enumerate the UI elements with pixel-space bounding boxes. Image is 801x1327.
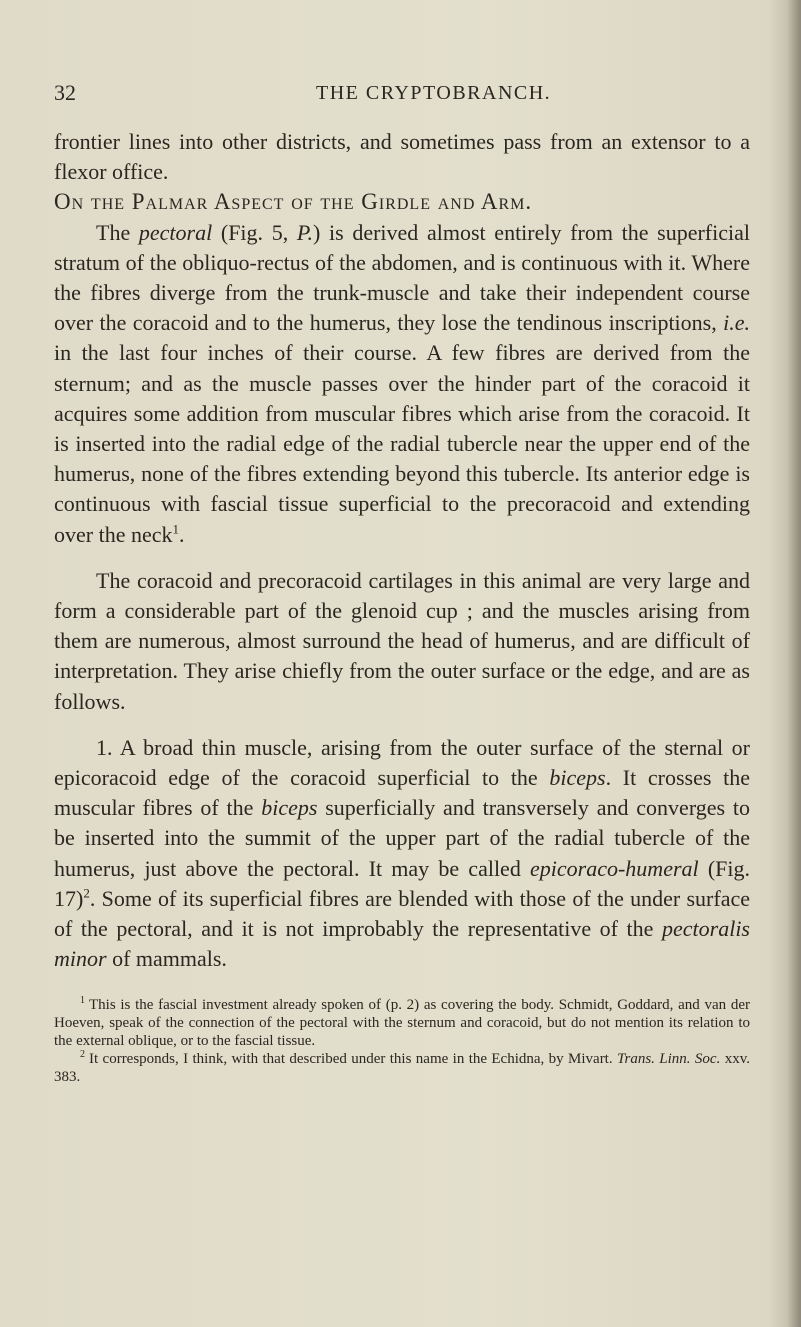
italic-term: i.e. [723, 310, 750, 336]
footnote-2 [54, 1050, 750, 1086]
footnote-ref: 2 [83, 885, 90, 901]
paragraph-coracoid: The coracoid and precoracoid cartilages in this animal are very large and form a considerable part of the glenoid cup ; and the muscles arising from them are numerous, almost surround the head of humerus, and are difficult of interpretation. They arise chiefly from the outer surface or the edge, and are as follows. [54, 567, 750, 714]
footnote-citation: Trans. Linn. Soc. [616, 1051, 721, 1068]
footnote-1 [54, 996, 750, 1050]
footnote-text: xxv. 383. [54, 1051, 750, 1086]
page-header [54, 80, 754, 110]
italic-term: biceps [549, 765, 606, 791]
page-number: 32 [54, 80, 76, 105]
footnote-mark: 2 [80, 1049, 85, 1061]
footnote-mark: 1 [80, 995, 85, 1007]
text-run: (Fig. 5, [212, 219, 297, 245]
footnote-text: This is the fascial investment already spoken of (p. 2) as covering the body. Schmidt, Goddard, and van der Hoeven, speak of the connection of the pectoral with the sternum and coracoid, but do not mention its relation to the external oblique, or to the fascial tissue. [54, 997, 750, 1050]
running-title: THE CRYPTOBRANCH. [316, 82, 552, 104]
text-run: . [179, 521, 185, 547]
text-run: 1. A broad thin muscle, arising from the outer surface of the sternal or epicoracoid edge of the coracoid superficial to the [54, 734, 750, 791]
text-run: . It crosses the muscular fibres of the [54, 765, 750, 821]
text-run: ) is derived almost entirely from the superficial stratum of the obliquo-rectus of the abdomen, and is continuous with it. Where the fibres diverge from the trunk-muscle and take their independent course over the coracoid and to the humerus, they lose the tendinous inscriptions, [54, 219, 750, 336]
text-run: superficially and transversely and converges to be inserted into the summit of the upper part of the radial tubercle of the humerus, just above the pectoral. It may be called [54, 795, 751, 881]
page-body [54, 127, 750, 1086]
italic-term: epicoraco-humeral [530, 855, 699, 881]
italic-term: P. [296, 219, 313, 245]
text-run: (Fig. 17) [54, 855, 750, 911]
footnote-ref: 1 [172, 521, 179, 537]
text-run: . Some of its superficial fibres are blended with those of the under surface of the pectoral, and it is not improbably the representative of the [54, 885, 750, 942]
footnote-text: It corresponds, I think, with that described under this name in the Echidna, by Mivart. [89, 1051, 617, 1068]
page-edge-shadow [787, 0, 801, 1327]
footnotes [54, 996, 750, 1086]
section-heading: On the Palmar Aspect of the Girdle and Arm. [54, 189, 533, 215]
paragraph-continuation: frontier lines into other districts, and sometimes pass from an extensor to a flexor office. [54, 129, 750, 185]
paragraph-muscle-1 [54, 733, 750, 975]
text-run: in the last four inches of their course. A few fibres are derived from the sternum; and as the muscle passes over the hinder part of the coracoid it acquires some addition from muscular fibres which arise from the coracoid. It is inserted into the radial edge of the radial tubercle near the upper end of the humerus, none of the fibres extending beyond this tubercle. Its anterior edge is continuous with fascial tissue superficial to the precoracoid and extending over the neck [54, 340, 750, 547]
text-run: of mammals. [106, 946, 227, 972]
paragraph-pectoral [54, 218, 750, 550]
italic-term: biceps [261, 795, 318, 821]
italic-term: pectoral [138, 219, 213, 245]
text-run: The [96, 219, 139, 245]
italic-term: pectoralis minor [54, 916, 750, 972]
